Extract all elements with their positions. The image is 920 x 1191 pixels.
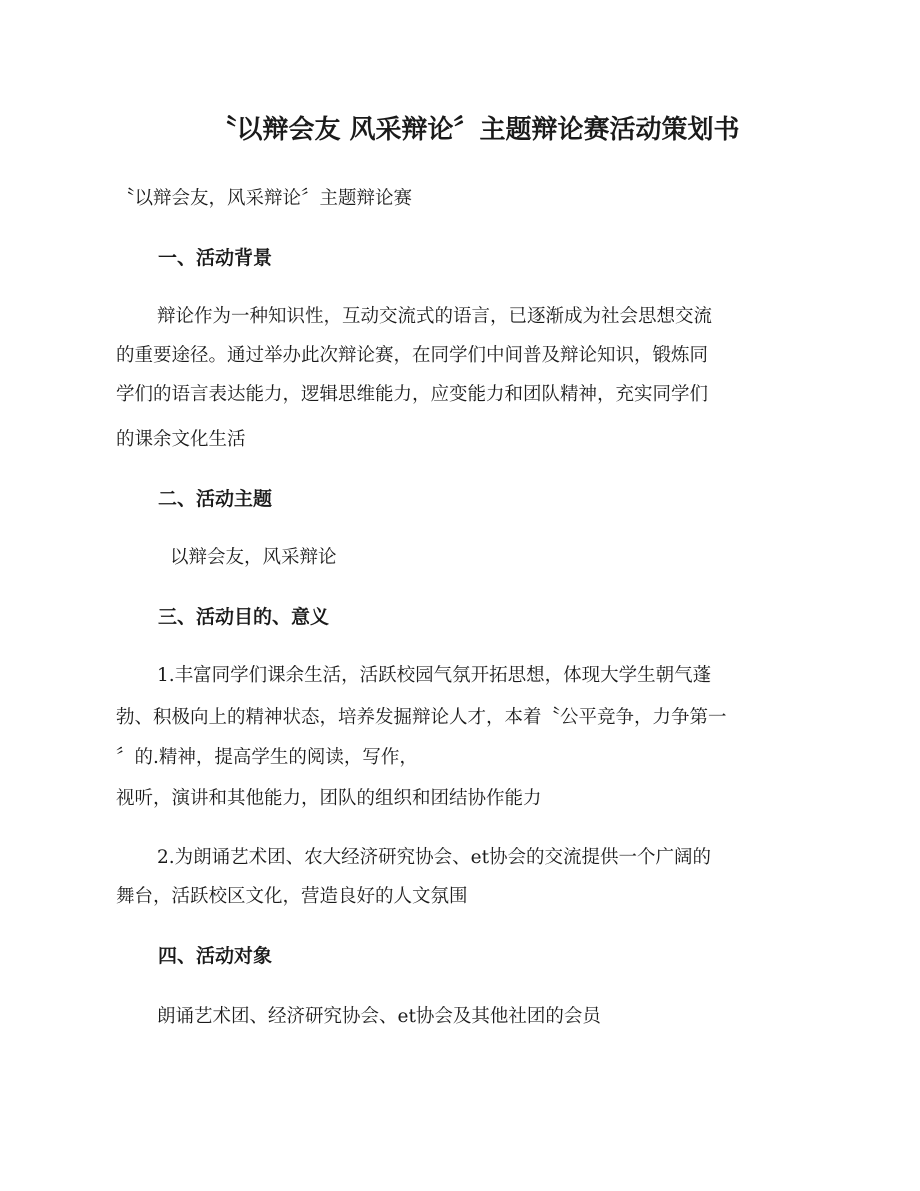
paragraph-line: 1.丰富同学们课余生活，活跃校园气氛开拓思想，体现大学生朝气蓬 <box>157 665 712 686</box>
section-heading-purpose: 三、活动目的、意义 <box>158 606 330 628</box>
section-heading-participants: 四、活动对象 <box>158 945 273 967</box>
paragraph-line: 舞台，活跃校区文化，营造良好的人文氛围 <box>116 886 468 907</box>
paragraph-line: 学们的语言表达能力，逻辑思维能力，应变能力和团队精神，充实同学们 <box>116 384 709 405</box>
paragraph-line: 2.为朗诵艺术团、农大经济研究协会、et协会的交流提供一个广阔的 <box>157 847 712 868</box>
paragraph-line: 勃、积极向上的精神状态，培养发掘辩论人才，本着〝公平竞争，力争第一 <box>116 707 727 728</box>
paragraph-line: 视听，演讲和其他能力，团队的组织和团结协作能力 <box>116 788 542 809</box>
paragraph-line: 的重要途径。通过举办此次辩论赛，在同学们中间普及辩论知识，锻炼同 <box>116 345 709 366</box>
document-title: 〝以辩会友 风采辩论〞主题辩论赛活动策划书 <box>210 115 740 145</box>
paragraph-line: 辩论作为一种知识性，互动交流式的语言，已逐渐成为社会思想交流 <box>157 306 713 327</box>
paragraph-line: 的课余文化生活 <box>116 429 246 450</box>
theme-text: 以辩会友，风采辩论 <box>170 547 337 568</box>
subtitle: 〝以辩会友，风采辩论〞主题辩论赛 <box>116 188 413 209</box>
section-heading-theme: 二、活动主题 <box>158 488 273 510</box>
participants-text: 朗诵艺术团、经济研究协会、et协会及其他社团的会员 <box>157 1006 601 1027</box>
section-heading-background: 一、活动背景 <box>158 247 273 269</box>
paragraph-line: 〞的.精神，提高学生的阅读，写作， <box>116 747 418 768</box>
